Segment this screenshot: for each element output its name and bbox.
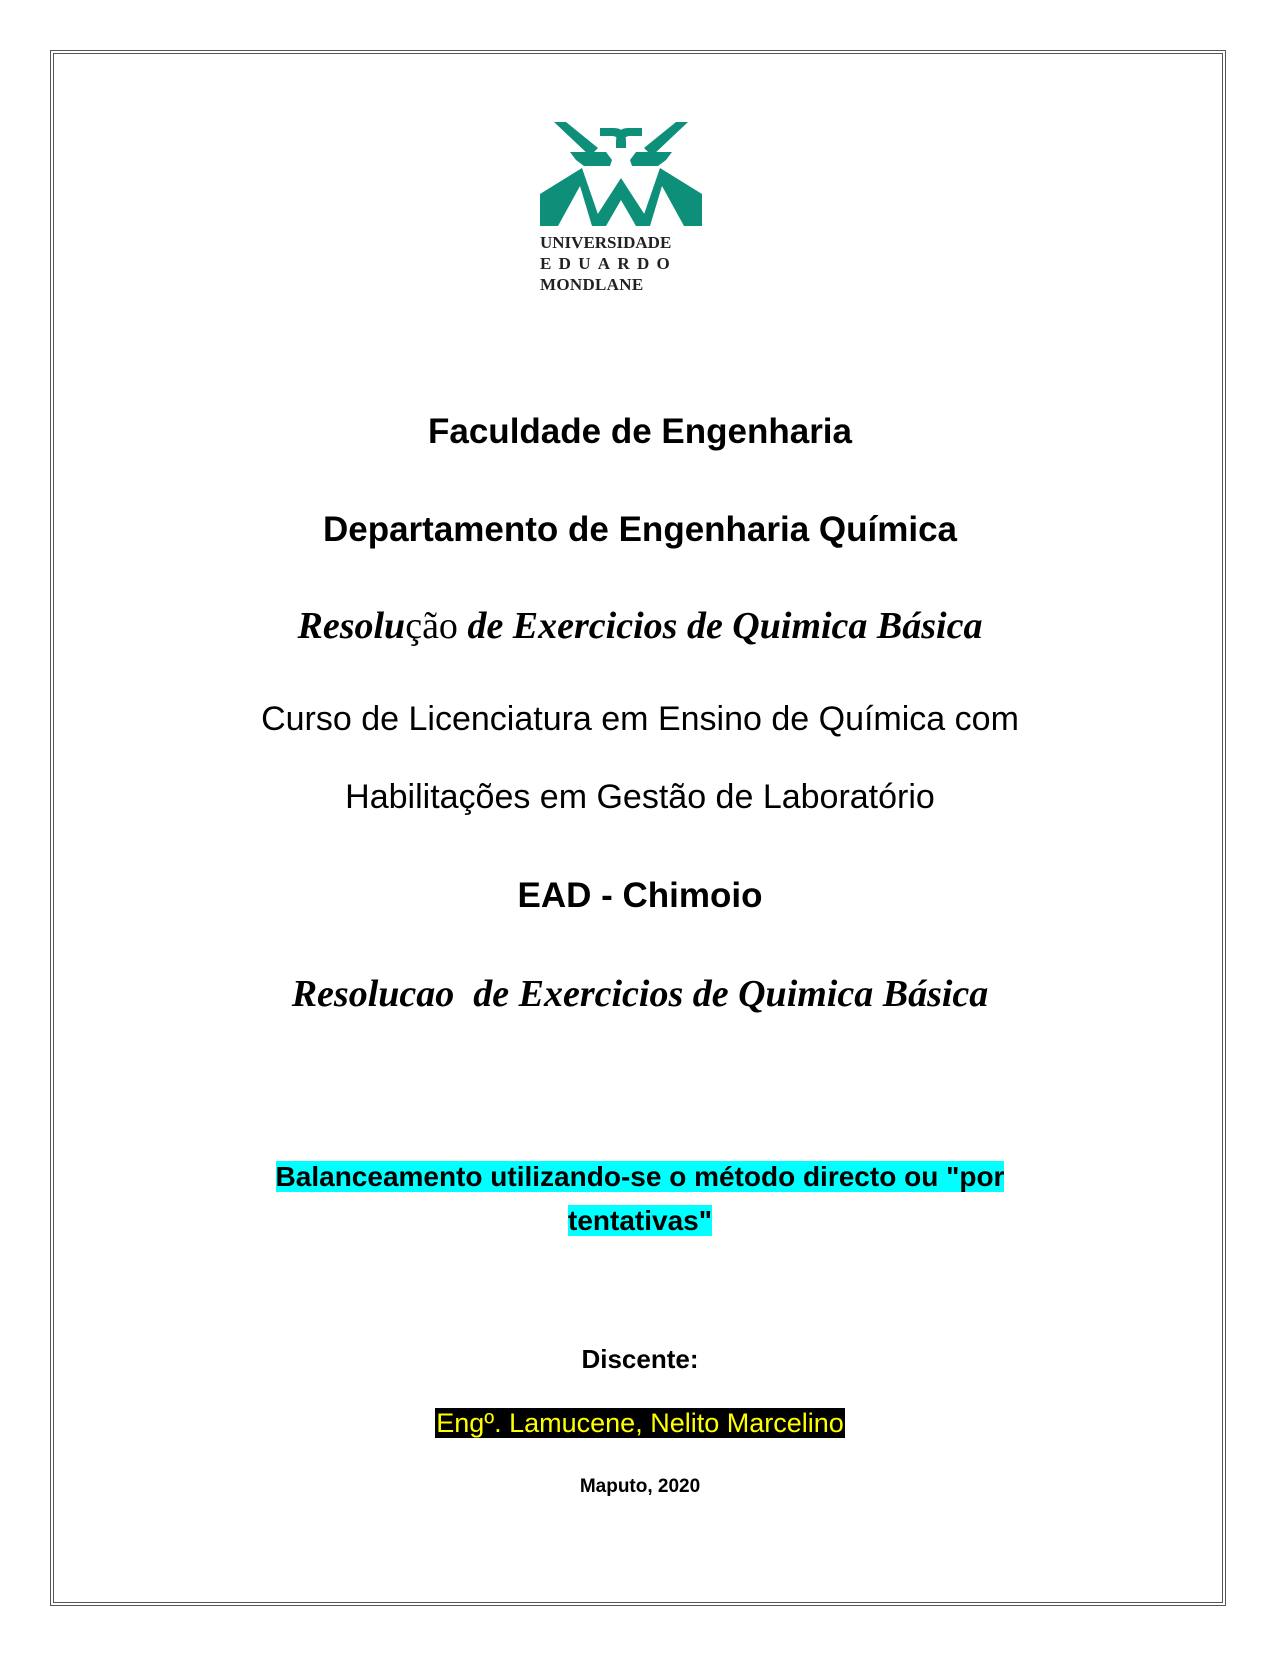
document-subtitle: Resolucao de Exercicios de Quimica Básica [291,973,989,1015]
university-logo [540,108,708,293]
department-heading: Departamento de Engenharia Química [322,510,958,549]
student-name-block [50,1408,1230,1439]
university-emblem-icon [540,108,702,228]
course-line-1: Curso de Licenciatura em Ensino de Química com [261,700,1019,738]
topic-line-1: Balanceamento utilizando-se o método directo ou "por [275,1161,1005,1192]
topic-line-2: tentativas" [568,1205,712,1236]
logo-text-line3: MONDLANE [540,275,644,294]
document-title-part3: de Exercicios de Quimica Básica [457,605,983,647]
document-title-part2: ção [405,605,458,647]
topic-highlight [50,1155,1230,1243]
campus-heading: EAD - Chimoio [517,876,763,915]
place-date: Maputo, 2020 [579,1476,701,1497]
document-title-part1: Resolu [297,605,406,647]
student-label: Discente: [581,1344,699,1374]
course-line-2: Habilitações em Gestão de Laboratório [345,778,935,816]
faculty-heading: Faculdade de Engenharia [428,412,852,451]
logo-text-line2: EDUARDO [540,254,678,273]
document-title [50,604,1230,648]
student-name: Engº. Lamucene, Nelito Marcelino [436,1408,844,1438]
logo-text-line1: UNIVERSIDADE [540,233,672,252]
